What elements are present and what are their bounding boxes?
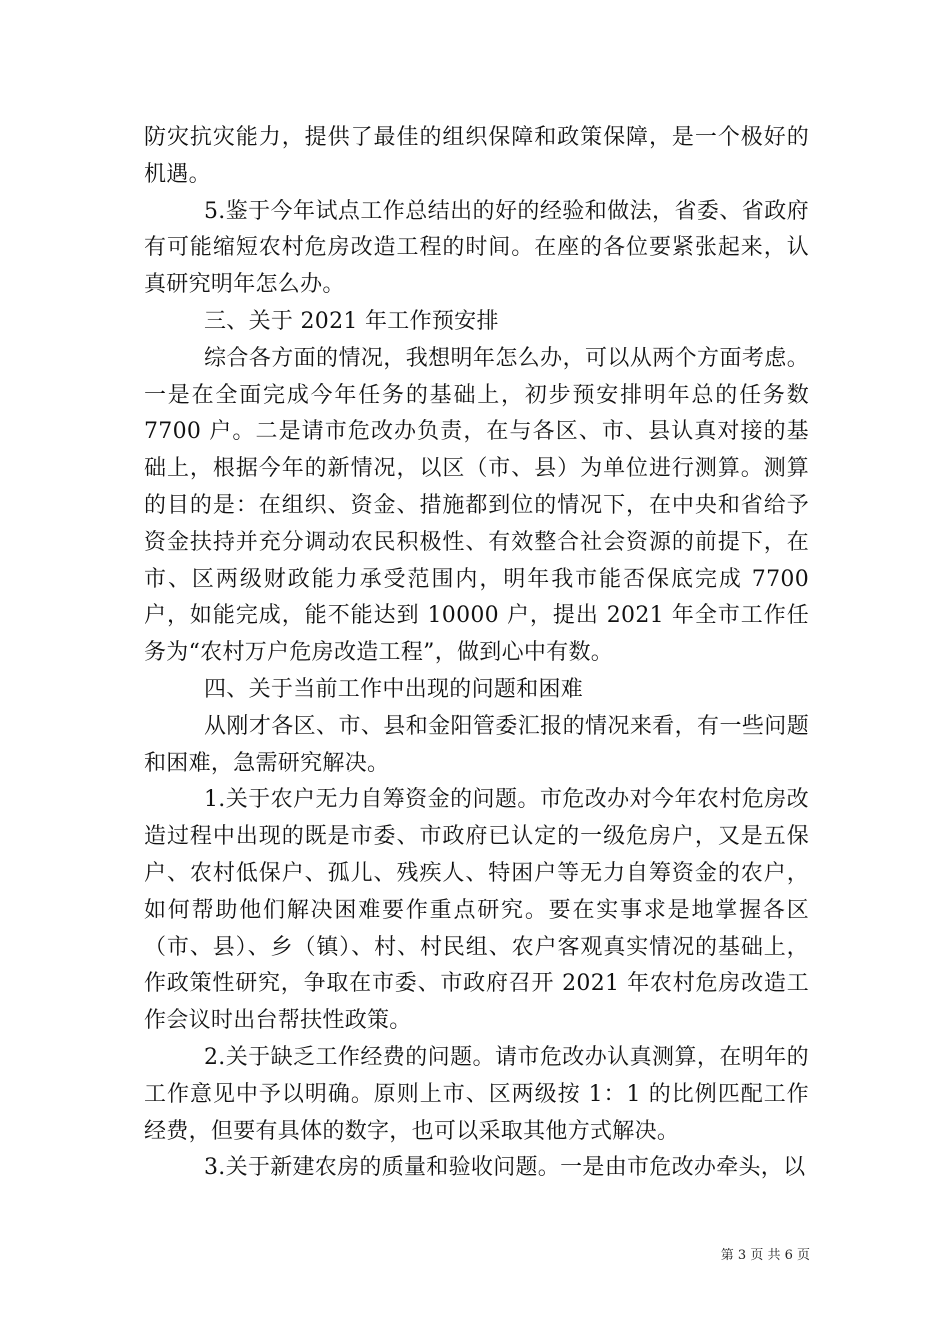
document-body: [144, 120, 809, 1187]
paragraph: 3.关于新建农房的质量和验收问题。一是由市危改办牵头，以: [204, 1155, 806, 1181]
paragraph: 防灾抗灾能力，提供了最佳的组织保障和政策保障，是一个极好的机遇。: [144, 125, 809, 187]
paragraph: 综合各方面的情况，我想明年怎么办，可以从两个方面考虑。一是在全面完成今年任务的基础上，初步预安排明年总的任务数 7700 户。二是请市危改办负责，在与各区、市、县认真对接的基础上，根据今年的新情况，以区（市、县）为单位进行测算。测算的目的是：在组织、资金、措施都到位的情况下，在中央和省给予资金扶持并充分调动农民积极性、有效整合社会资源的前提下，在市、区两级财政能力承受范围内，明年我市能否保底完成 7700 户，如能完成，能不能达到 10000 户，提出 2021 年全市工作任务为“农村万户危房改造工程”，做到心中有数。: [144, 345, 809, 666]
paragraph: 5.鉴于今年试点工作总结出的好的经验和做法，省委、省政府有可能缩短农村危房改造工程的时间。在座的各位要紧张起来，认真研究明年怎么办。: [144, 198, 809, 298]
page-number: 第 3 页 共 6 页: [720, 1248, 810, 1263]
section-heading: 四、关于当前工作中出现的问题和困难: [204, 676, 584, 702]
paragraph: 从刚才各区、市、县和金阳管委汇报的情况来看，有一些问题和困难，急需研究解决。: [144, 713, 809, 776]
paragraph: 2.关于缺乏工作经费的问题。请市危改办认真测算，在明年的工作意见中予以明确。原则上市、区两级按 1：1 的比例匹配工作经费，但要有具体的数字，也可以采取其他方式解决。: [144, 1044, 809, 1144]
paragraph: 1.关于农户无力自筹资金的问题。市危改办对今年农村危房改造过程中出现的既是市委、市政府已认定的一级危房户，又是五保户、农村低保户、孤儿、残疾人、特困户等无力自筹资金的农户，如何帮助他们解决困难要作重点研究。要在实事求是地掌握各区（市、县）、乡（镇）、村、村民组、农户客观真实情况的基础上，作政策性研究，争取在市委、市政府召开 2021 年农村危房改造工作会议时出台帮扶性政策。: [144, 787, 809, 1034]
section-heading: 三、关于 2021 年工作预安排: [204, 308, 499, 334]
